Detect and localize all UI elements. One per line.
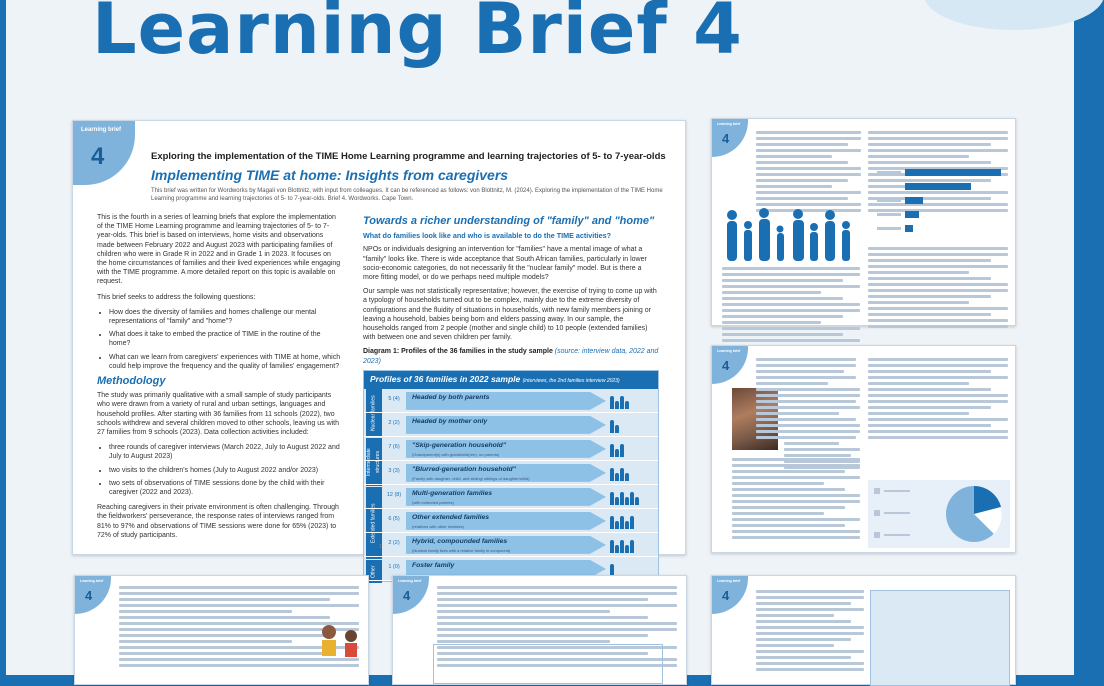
text-line-placeholder — [756, 656, 851, 659]
text-line-placeholder — [722, 267, 860, 270]
text-line-placeholder — [722, 273, 860, 276]
text-line-placeholder — [868, 364, 1008, 367]
row-count: 7 (6) — [388, 443, 400, 450]
person-icon — [620, 468, 624, 481]
brief-citation: This brief was written for Wordworks by Magali von Blottnitz, with input from colleagues. It can be referenced as follows: von Blottnitz, M. (2024). Exploring the implementation of the TIME Home Learning programme and learning trajectories of 5- to 7-year-olds. Brief 4. Wordworks. Cape Town. — [151, 188, 663, 202]
intro-paragraph: This is the fourth in a series of learning briefs that explore the implementation of the TIME Home Learning programme and learning trajectories of 5- to 7-year-olds. This brief is based on interviews, home visits and observations made between February 2022 and August 2023 with participating families of children who were in Grade R in 2022 and in Grade 1 in 2023. It focuses on the home circumstances of families and their lived experiences while engaging with the TIME programme. A more detailed report on this topic is available on request. — [97, 214, 341, 286]
text-line-placeholder — [437, 598, 648, 601]
diagram-caption-text: Diagram 1: Profiles of the 36 families in the study sample — [363, 348, 553, 356]
cover-title: Learning Brief 4 — [92, 0, 743, 70]
thumb-tab-number: 4 — [722, 358, 730, 373]
family-icon — [610, 417, 656, 433]
diagram-row — [364, 437, 658, 461]
text-line-placeholder — [119, 592, 359, 595]
brief-tab-label: Learning brief — [81, 127, 122, 133]
thumb-callout-box — [870, 590, 1010, 686]
text-line-placeholder — [784, 388, 860, 391]
brief-header — [151, 151, 671, 203]
text-line-placeholder — [119, 604, 359, 607]
text-line-placeholder — [756, 608, 864, 611]
row-count: 1 (0) — [388, 563, 400, 570]
text-line-placeholder — [868, 313, 991, 316]
row-note: (relatives with other relatives) — [412, 523, 465, 529]
brief-tab — [73, 121, 135, 185]
thumb-tab-number: 4 — [722, 131, 730, 146]
text-line-placeholder — [437, 610, 610, 613]
thumbnail-page-5[interactable] — [392, 575, 687, 685]
text-line-placeholder — [756, 161, 848, 164]
text-line-placeholder — [732, 470, 845, 473]
thumb-tab-number: 4 — [85, 588, 93, 603]
text-line-placeholder — [756, 668, 864, 671]
text-line-placeholder — [756, 650, 864, 653]
text-line-placeholder — [756, 614, 834, 617]
thumb-text-block — [722, 267, 860, 351]
person-icon — [620, 540, 624, 553]
text-line-placeholder — [756, 364, 856, 367]
text-line-placeholder — [756, 155, 832, 158]
family-icon — [610, 393, 656, 409]
questions-intro: This brief seeks to address the following questions: — [97, 293, 256, 301]
text-line-placeholder — [868, 253, 1008, 256]
text-line-placeholder — [756, 191, 861, 194]
thumb-tab-label: Learning brief — [717, 122, 741, 126]
methodology-paragraph-2: Reaching caregivers in their private environment is often challenging. Through the fieldworkers' perseverance, the response rates of interviews ranged from 81% to 97% and observations of TIME sessions were done for 65% (2023) to 72% of study participants. — [97, 504, 339, 539]
text-line-placeholder — [756, 179, 848, 182]
left-column — [97, 213, 341, 546]
person-icon — [615, 545, 619, 553]
text-line-placeholder — [868, 424, 991, 427]
row-label: "Blurred-generation household" — [412, 465, 516, 473]
person-icon — [625, 521, 629, 529]
text-line-placeholder — [732, 458, 860, 461]
thumb-tab-label: Learning brief — [80, 579, 104, 583]
text-line-placeholder — [868, 247, 1008, 250]
text-line-placeholder — [756, 602, 851, 605]
person-icon — [620, 444, 624, 457]
thumb-tab-label: Learning brief — [717, 349, 741, 353]
text-line-placeholder — [756, 167, 861, 170]
text-line-placeholder — [868, 406, 991, 409]
thumbnail-page-3[interactable] — [711, 345, 1016, 553]
family-icon — [610, 465, 656, 481]
text-line-placeholder — [784, 430, 860, 433]
text-line-placeholder — [868, 259, 991, 262]
text-line-placeholder — [756, 376, 856, 379]
text-line-placeholder — [868, 436, 1008, 439]
text-line-placeholder — [119, 616, 330, 619]
brief-tab-number: 4 — [91, 143, 105, 170]
question-item: • What can we learn from caregivers' experiences with TIME at home, which could help improve the frequency and the quality of families' engagement? — [109, 353, 341, 371]
row-label: Headed by both parents — [412, 393, 490, 401]
thumb-tab — [712, 119, 748, 157]
right-column — [363, 213, 659, 582]
row-count: 12 (8) — [386, 491, 402, 498]
text-line-placeholder — [784, 424, 860, 427]
row-label: Multi-generation families — [412, 489, 493, 497]
group-label: Extended families — [366, 487, 382, 559]
text-line-placeholder — [784, 394, 860, 397]
person-icon — [630, 492, 634, 505]
text-line-placeholder — [756, 382, 828, 385]
person-icon — [615, 497, 619, 505]
group-label: Intermediate structures — [366, 438, 382, 486]
text-line-placeholder — [756, 626, 864, 629]
text-line-placeholder — [722, 333, 843, 336]
row-label: Other extended families — [412, 513, 490, 521]
thumb-tab-label: Learning brief — [398, 579, 422, 583]
family-paragraph-2: Our sample was not statistically representative; however, the exercise of trying to come up with a typology of households turned out to be complex, mainly due to the extreme diversity of configurations and the fluidity of situations in households, with new family members joining or leaving a household, babies being born and elders passing away. In our sample, the households ranged from 2 people (mother and single child) to 10 people (extended families) with between one and seven children per family. — [363, 288, 657, 342]
text-line-placeholder — [119, 634, 330, 637]
text-line-placeholder — [437, 640, 610, 643]
person-icon — [615, 401, 619, 409]
text-line-placeholder — [868, 295, 991, 298]
text-line-placeholder — [722, 297, 843, 300]
group-label: Other — [366, 560, 382, 583]
activities-list — [109, 443, 341, 497]
corner-badge — [924, 0, 1104, 30]
text-line-placeholder — [119, 586, 359, 589]
person-icon — [620, 492, 624, 505]
activity-item: • two visits to the children's homes (July to August 2022 and/or 2023) — [109, 466, 341, 475]
text-line-placeholder — [784, 454, 851, 457]
family-home-heading: Towards a richer understanding of "family" and "home" — [363, 215, 655, 227]
text-line-placeholder — [868, 319, 1008, 322]
row-label: "Skip-generation household" — [412, 441, 507, 449]
text-line-placeholder — [732, 488, 845, 491]
text-line-placeholder — [868, 161, 991, 164]
text-line-placeholder — [119, 610, 292, 613]
text-line-placeholder — [868, 376, 1008, 379]
row-note: (Nuclear family lives with a relative family in compound) — [412, 547, 511, 553]
family-home-subheading: What do families look like and who is available to do the TIME activities? — [363, 231, 612, 241]
person-icon — [615, 521, 619, 529]
text-line-placeholder — [756, 131, 861, 134]
activity-item: • three rounds of caregiver interviews (March 2022, July to August 2022 and July to August 2023) — [109, 443, 341, 461]
row-count: 5 (4) — [388, 395, 400, 402]
text-line-placeholder — [868, 301, 969, 304]
text-line-placeholder — [784, 448, 860, 451]
person-icon — [635, 497, 639, 505]
text-line-placeholder — [756, 644, 834, 647]
row-note: (Grandparent(s) with grandchild(ren), no parents) — [412, 451, 500, 457]
thumb-bar-chart — [877, 165, 1007, 243]
text-line-placeholder — [868, 382, 969, 385]
person-icon — [620, 516, 624, 529]
page-background — [6, 0, 1074, 675]
text-line-placeholder — [868, 430, 1008, 433]
thumb-diagram — [433, 644, 663, 684]
text-line-placeholder — [784, 418, 851, 421]
text-line-placeholder — [732, 512, 824, 515]
thumb-tab-number: 4 — [722, 588, 730, 603]
text-line-placeholder — [784, 436, 851, 439]
methodology-paragraph: The study was primarily qualitative with a small sample of study participants who were drawn from a variety of rural and urban settings, languages and household profiles. After starting with 36 families from 11 schools (2022), two schools withdrew and several children moved to other schools, leaving us with 27 families from 9 schools (2023). Data collection activities included: — [97, 392, 340, 437]
text-line-placeholder — [868, 412, 969, 415]
text-line-placeholder — [119, 652, 330, 655]
thumb-tab — [393, 576, 429, 614]
thumbnail-page-6[interactable] — [711, 575, 1016, 685]
text-line-placeholder — [868, 149, 1008, 152]
brief-subtitle: Exploring the implementation of the TIME Home Learning programme and learning trajectories of 5- to 7-year-olds — [151, 151, 666, 162]
row-label: Headed by mother only — [412, 417, 488, 425]
text-line-placeholder — [868, 418, 1008, 421]
text-line-placeholder — [756, 149, 861, 152]
text-line-placeholder — [756, 370, 844, 373]
text-line-placeholder — [868, 358, 1008, 361]
person-icon — [620, 396, 624, 409]
thumb-pie-chart-box — [868, 480, 1010, 548]
diagram-title: Profiles of 36 families in 2022 sample — [370, 373, 521, 384]
person-icon — [625, 401, 629, 409]
text-line-placeholder — [756, 638, 851, 641]
text-line-placeholder — [732, 530, 860, 533]
text-line-placeholder — [756, 590, 864, 593]
family-icon — [610, 489, 656, 505]
text-line-placeholder — [119, 640, 292, 643]
text-line-placeholder — [732, 536, 860, 539]
text-line-placeholder — [784, 406, 860, 409]
text-line-placeholder — [756, 137, 861, 140]
thumb-text-block — [756, 131, 861, 215]
text-line-placeholder — [732, 500, 860, 503]
person-icon — [610, 492, 614, 505]
person-icon — [615, 473, 619, 481]
thumbnail-page-4[interactable] — [74, 575, 369, 685]
diagram-caption — [363, 347, 659, 365]
person-icon — [610, 420, 614, 433]
thumb-tab — [712, 576, 748, 614]
thumb-text-block — [732, 458, 860, 542]
person-icon — [625, 473, 629, 481]
person-icon — [610, 444, 614, 457]
text-line-placeholder — [868, 394, 1008, 397]
text-line-placeholder — [868, 289, 1008, 292]
text-line-placeholder — [722, 315, 843, 318]
text-line-placeholder — [756, 596, 864, 599]
row-note: (with extended parents) — [412, 499, 454, 505]
person-icon — [630, 540, 634, 553]
text-line-placeholder — [756, 185, 832, 188]
diagram-title-bar — [364, 371, 658, 389]
row-count: 2 (2) — [388, 539, 400, 546]
diagram-row — [364, 509, 658, 533]
brief-heading: Implementing TIME at home: Insights from caregivers — [151, 167, 509, 183]
family-icon — [610, 537, 656, 553]
text-line-placeholder — [868, 388, 991, 391]
activity-item: • two sets of observations of TIME sessions done by the child with their caregiver (2022 and 2023). — [109, 479, 341, 497]
thumb-tab — [75, 576, 111, 614]
text-line-placeholder — [437, 622, 677, 625]
diagram-row — [364, 413, 658, 437]
text-line-placeholder — [732, 524, 845, 527]
text-line-placeholder — [784, 442, 839, 445]
text-line-placeholder — [732, 494, 860, 497]
person-icon — [615, 449, 619, 457]
methodology-heading: Methodology — [97, 375, 166, 388]
text-line-placeholder — [868, 307, 1008, 310]
person-icon — [610, 396, 614, 409]
text-line-placeholder — [756, 662, 864, 665]
diagram-title-note: (interviews, the 2nd families interview 2023) — [522, 377, 620, 384]
text-line-placeholder — [756, 632, 864, 635]
text-line-placeholder — [437, 616, 648, 619]
text-line-placeholder — [868, 400, 1008, 403]
thumb-tab-label: Learning brief — [717, 579, 741, 583]
thumb-text-block — [868, 358, 1008, 442]
person-icon — [610, 468, 614, 481]
row-label: Hybrid, compounded families — [412, 537, 508, 545]
family-paragraph-1: NPOs or individuals designing an intervention for "families" have a mental image of what a "family" looks like. There is wide acceptance that South African families, particularly in lower socio-economic categories, do not necessarily fit the "nuclear family" model. But is there a more fitting model, or do we perhaps need multiple models? — [363, 246, 647, 282]
text-line-placeholder — [437, 586, 677, 589]
text-line-placeholder — [868, 370, 991, 373]
row-count: 6 (5) — [388, 515, 400, 522]
person-icon — [610, 540, 614, 553]
text-line-placeholder — [722, 339, 860, 342]
text-line-placeholder — [732, 518, 860, 521]
text-line-placeholder — [119, 598, 330, 601]
children-illustration — [315, 620, 365, 670]
text-line-placeholder — [437, 628, 677, 631]
text-line-placeholder — [732, 464, 860, 467]
text-line-placeholder — [784, 400, 851, 403]
diagram-row — [364, 533, 658, 557]
text-line-placeholder — [756, 197, 848, 200]
text-line-placeholder — [756, 358, 856, 361]
text-line-placeholder — [437, 634, 648, 637]
family-icon — [610, 441, 656, 457]
text-line-placeholder — [756, 143, 848, 146]
text-line-placeholder — [722, 303, 860, 306]
text-line-placeholder — [722, 321, 821, 324]
text-line-placeholder — [722, 279, 843, 282]
text-line-placeholder — [868, 277, 991, 280]
group-label: Nuclear families — [366, 389, 382, 437]
person-icon — [615, 425, 619, 433]
text-line-placeholder — [868, 131, 1008, 134]
questions-list — [109, 308, 341, 371]
thumb-text-block — [756, 590, 864, 674]
main-brief-page[interactable] — [72, 120, 686, 578]
text-line-placeholder — [784, 412, 839, 415]
diagram-rows — [364, 389, 658, 581]
text-line-placeholder — [868, 155, 969, 158]
text-line-placeholder — [868, 325, 1008, 328]
family-silhouettes-illustration — [722, 205, 860, 261]
text-line-placeholder — [868, 283, 1008, 286]
text-line-placeholder — [722, 309, 860, 312]
text-line-placeholder — [756, 620, 851, 623]
family-profiles-diagram — [363, 370, 659, 582]
person-icon — [625, 497, 629, 505]
thumb-tab-number: 4 — [403, 588, 411, 603]
text-line-placeholder — [868, 271, 969, 274]
person-icon — [610, 516, 614, 529]
question-item: • What does it take to embed the practice of TIME in the routine of the home? — [109, 330, 341, 348]
text-line-placeholder — [722, 285, 860, 288]
text-line-placeholder — [756, 173, 861, 176]
text-line-placeholder — [868, 143, 991, 146]
text-line-placeholder — [437, 604, 677, 607]
row-count: 3 (3) — [388, 467, 400, 474]
row-count: 2 (2) — [388, 419, 400, 426]
diagram-row — [364, 389, 658, 413]
diagram-source: (source: interview data, 2022 and 2023) — [363, 348, 659, 365]
text-line-placeholder — [868, 265, 1008, 268]
text-line-placeholder — [722, 291, 821, 294]
diagram-row — [364, 461, 658, 485]
text-line-placeholder — [868, 137, 1008, 140]
diagram-row — [364, 485, 658, 509]
person-icon — [625, 545, 629, 553]
row-note: (Family with daughter, child, and sibling/ siblings of daughter/child) — [412, 475, 530, 481]
thumb-tab — [712, 346, 748, 384]
row-label: Foster family — [412, 561, 455, 569]
question-item: • How does the diversity of families and homes challenge our mental representations of "family" and "home"? — [109, 308, 341, 326]
family-icon — [610, 513, 656, 529]
text-line-placeholder — [732, 482, 824, 485]
text-line-placeholder — [732, 506, 845, 509]
text-line-placeholder — [437, 592, 677, 595]
text-line-placeholder — [732, 476, 860, 479]
text-line-placeholder — [722, 327, 860, 330]
thumbnail-page-2[interactable] — [711, 118, 1016, 326]
page-number: 1 — [379, 544, 382, 550]
person-icon — [630, 516, 634, 529]
thumb-text-block — [868, 247, 1008, 331]
